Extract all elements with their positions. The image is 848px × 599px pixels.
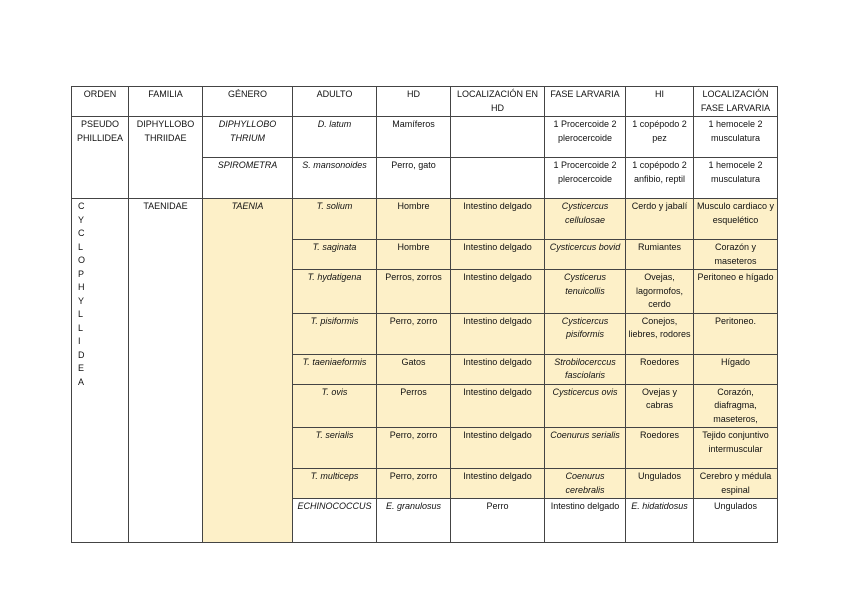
loc-hd-cell: Intestino delgado — [451, 428, 545, 469]
hd-cell: Perro — [451, 499, 545, 543]
loc-hd-cell: Intestino delgado — [451, 469, 545, 499]
adult-cell: T. multiceps — [293, 469, 377, 499]
loc-larval-cell: Tejido conjuntivo intermuscular — [694, 428, 778, 469]
header-cell: HI — [626, 87, 694, 117]
larval-cell: Coenurus serialis — [545, 428, 626, 469]
larval-cell: Coenurus cerebralis — [545, 469, 626, 499]
loc-hd-cell: Intestino delgado — [451, 199, 545, 240]
larval-cell: 1 Procercoide 2 plerocercoide — [545, 117, 626, 158]
hd-cell: Perro, zorro — [377, 313, 451, 354]
family-cell: TAENIDAE — [129, 199, 203, 543]
header-cell: ORDEN — [72, 87, 129, 117]
adult-cell: T. solium — [293, 199, 377, 240]
hi-cell: Ungulados — [626, 469, 694, 499]
loc-hd-cell — [451, 158, 545, 199]
hi-cell: Ovejas y cabras — [626, 384, 694, 428]
adult-cell: E. granulosus — [377, 499, 451, 543]
order-letter: D — [78, 349, 85, 360]
order-letter: A — [78, 376, 85, 387]
adult-cell: D. latum — [293, 117, 377, 158]
loc-larval-cell: Corazón, diafragma, maseteros, — [694, 384, 778, 428]
order-letter: C — [78, 228, 85, 238]
hi-cell: Cerdo y jabalí — [626, 199, 694, 240]
header-cell: LOCALIZACIÓN FASE LARVARIA — [694, 87, 778, 117]
order-cell: PSEUDO PHILLIDEA — [72, 117, 129, 199]
hi-cell: Ungulados — [694, 499, 778, 543]
genus-cell: SPIROMETRA — [203, 158, 293, 199]
hi-cell: 1 copépodo 2 pez — [626, 117, 694, 158]
larval-cell: 1 Procercoide 2 plerocercoide — [545, 158, 626, 199]
adult-cell: T. saginata — [293, 240, 377, 270]
loc-larval-cell: Peritoneo e hígado — [694, 270, 778, 314]
header-cell: FAMILIA — [129, 87, 203, 117]
loc-hd-cell: Intestino delgado — [451, 354, 545, 384]
adult-cell: T. serialis — [293, 428, 377, 469]
larval-cell: Cysticerus tenuicollis — [545, 270, 626, 314]
genus-cell: DIPHYLLOBO THRIUM — [203, 117, 293, 158]
genus-cell: ECHINOCOCCUS — [293, 499, 377, 543]
loc-larval-cell: Peritoneo. — [694, 313, 778, 354]
order-letter: C — [78, 201, 85, 211]
hi-cell: Ovejas, lagormofos, cerdo — [626, 270, 694, 314]
order-letter: L — [78, 309, 84, 319]
loc-hd-cell: Intestino delgado — [451, 270, 545, 314]
larval-cell: Cysticercus bovid — [545, 240, 626, 270]
hd-cell: Mamíferos — [377, 117, 451, 158]
table-row — [72, 199, 778, 240]
header-cell: HD — [377, 87, 451, 117]
hd-cell: Perro, zorro — [377, 428, 451, 469]
order-letter: L — [78, 241, 84, 252]
genus-cell: TAENIA — [203, 199, 293, 543]
loc-hd-cell — [451, 117, 545, 158]
adult-cell: T. hydatigena — [293, 270, 377, 314]
order-letter: L — [78, 322, 84, 333]
hi-cell: Roedores — [626, 354, 694, 384]
adult-cell: T. ovis — [293, 384, 377, 428]
loc-larval-cell: 1 hemocele 2 musculatura — [694, 158, 778, 199]
hd-cell: Perro, zorro — [377, 469, 451, 499]
header-cell: LOCALIZACIÓN EN HD — [451, 87, 545, 117]
hd-cell: Perros, zorros — [377, 270, 451, 314]
taxonomy-table — [71, 86, 778, 543]
hi-cell: Roedores — [626, 428, 694, 469]
order-letter: P — [78, 268, 85, 279]
adult-cell: S. mansonoides — [293, 158, 377, 199]
hd-cell: Hombre — [377, 240, 451, 270]
larval-cell: Strobilocerccus fasciolaris — [545, 354, 626, 384]
loc-hd-cell: Intestino delgado — [451, 240, 545, 270]
loc-larval-cell: Corazón y maseteros — [694, 240, 778, 270]
adult-cell: T. pisiformis — [293, 313, 377, 354]
hi-cell: Conejos, liebres, rodores — [626, 313, 694, 354]
loc-larval-cell: Hígado — [694, 354, 778, 384]
hd-cell: Gatos — [377, 354, 451, 384]
order-cell-cyclophyllidea — [72, 199, 129, 543]
order-letter: Y — [78, 214, 85, 225]
adult-cell: T. taeniaeformis — [293, 354, 377, 384]
header-cell: ADULTO — [293, 87, 377, 117]
family-cell: DIPHYLLOBO THRIIDAE — [129, 117, 203, 199]
larval-cell: Cysticercus pisiformis — [545, 313, 626, 354]
hd-cell: Hombre — [377, 199, 451, 240]
hd-cell: Perros — [377, 384, 451, 428]
hi-cell: Rumiantes — [626, 240, 694, 270]
larval-cell: E. hidatidosus — [626, 499, 694, 543]
larval-cell: Cysticercus ovis — [545, 384, 626, 428]
loc-hd-cell: Intestino delgado — [545, 499, 626, 543]
order-letter: O — [78, 255, 86, 265]
larval-cell: Cysticercus cellulosae — [545, 199, 626, 240]
header-cell: FASE LARVARIA — [545, 87, 626, 117]
order-letter: I — [78, 336, 81, 346]
header-cell: GÉNERO — [203, 87, 293, 117]
loc-larval-cell: Musculo cardiaco y esquelético — [694, 199, 778, 240]
order-letter: E — [78, 363, 85, 373]
hd-cell: Perro, gato — [377, 158, 451, 199]
order-letter: H — [78, 282, 85, 292]
header-row — [72, 87, 778, 117]
table-row — [72, 117, 778, 158]
order-letter: Y — [78, 295, 85, 306]
loc-hd-cell: Intestino delgado — [451, 313, 545, 354]
loc-larval-cell: Cerebro y médula espinal — [694, 469, 778, 499]
hi-cell: 1 copépodo 2 anfibio, reptil — [626, 158, 694, 199]
loc-larval-cell: 1 hemocele 2 musculatura — [694, 117, 778, 158]
loc-hd-cell: Intestino delgado — [451, 384, 545, 428]
